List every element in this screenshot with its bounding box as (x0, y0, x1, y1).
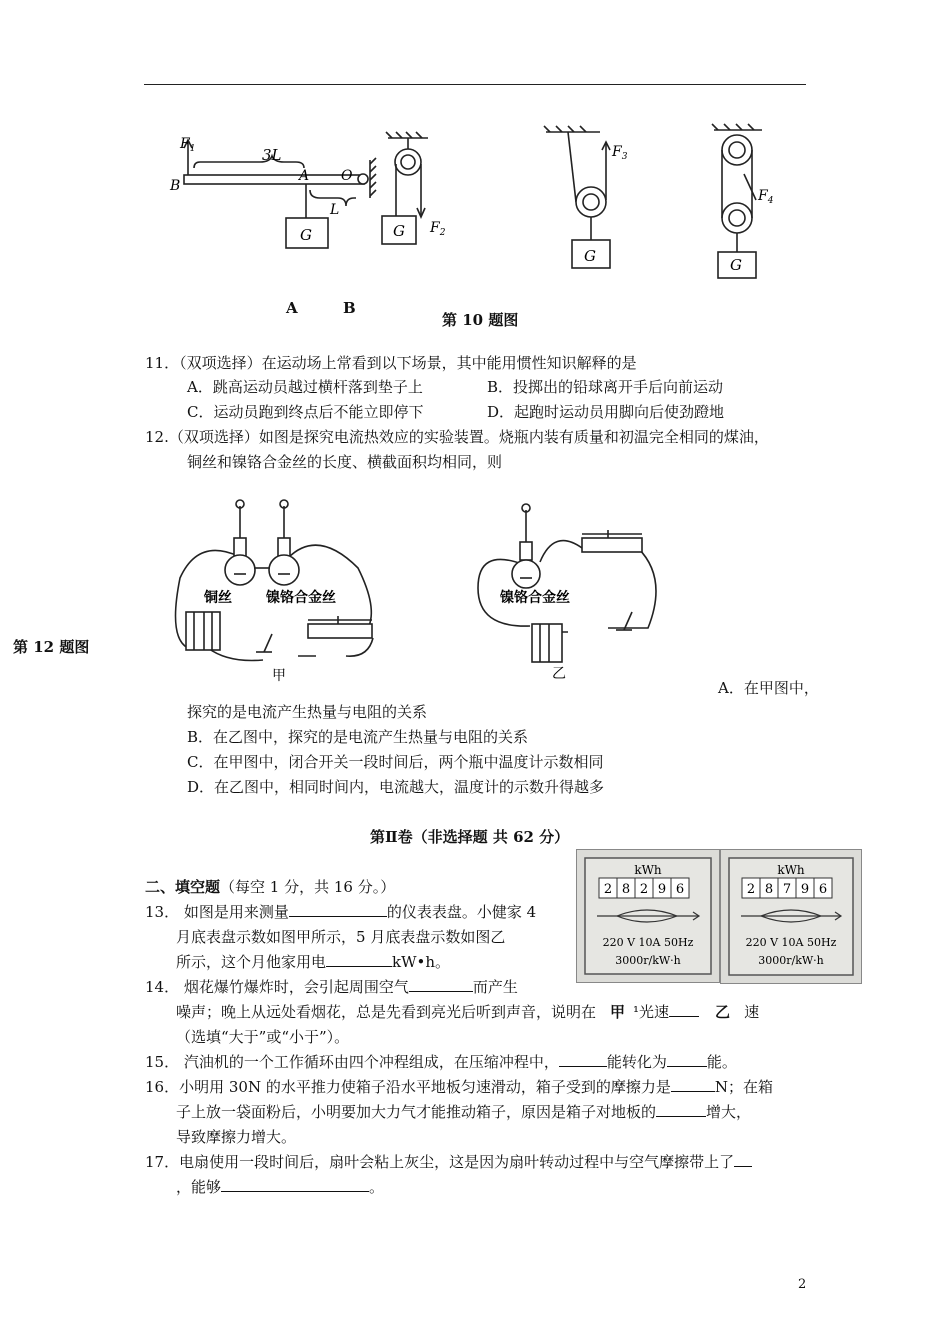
meter-yi-rev: 3000r/kW·h (758, 954, 824, 967)
q14-blank-compare[interactable] (669, 1002, 699, 1017)
meter-yi-spec: 220 V 10A 50Hz (745, 936, 837, 949)
q11-option-b: B．投掷出的铅球离开手后向前运动 (487, 378, 724, 396)
q13-blank-instrument[interactable] (289, 902, 387, 917)
svg-text:F4 (757, 188, 774, 206)
q13-blank-energy[interactable] (326, 952, 392, 967)
meter-yi (720, 849, 862, 984)
svg-text:F1 (179, 136, 195, 154)
q11-option-d: D．起跑时运动员用脚向后使劲蹬地 (487, 403, 725, 421)
q13-line1-a: 13． 如图是用来测量 (145, 903, 289, 921)
q16-blank-friction[interactable] (671, 1077, 715, 1092)
q15-part-a: 15． 汽油机的一个工作循环由四个冲程组成，在压缩冲程中， (145, 1053, 559, 1071)
fig10-option-a: A (286, 299, 298, 317)
meter-jia-spec: 220 V 10A 50Hz (602, 936, 694, 949)
q12-option-a-part2: 探究的是电流产生热量与电阻的关系 (187, 703, 428, 721)
q16-blank-pressure[interactable] (656, 1102, 706, 1117)
fig10-label-f3-sub: 3 (621, 152, 628, 162)
meter-yi-unit: kWh (777, 863, 805, 877)
q13-line3-b: kW•h。 (392, 953, 451, 971)
q14-line1-a: 14． 烟花爆竹爆炸时，会引起周围空气 (145, 978, 409, 996)
fig10-label-f2: F (430, 220, 440, 236)
q17-line1: 17．电扇使用一段时间后，扇叶会粘上灰尘，这是因为扇叶转动过程中与空气摩擦带上了 (145, 1153, 735, 1171)
header-rule (144, 84, 806, 85)
q13-line3-a: 所示，这个月他家用电 (176, 953, 327, 971)
meter-jia-digit-5: 6 (675, 882, 685, 897)
fig10-label-3l: 3L (262, 146, 282, 164)
meter-jia-digit-4: 9 (657, 882, 667, 897)
fill-section-title: 二、填空题 (145, 878, 221, 896)
fig10-label-b: B (170, 178, 181, 194)
fig10-caption: 第 10 题图 (442, 311, 519, 329)
q14-blank-vibration[interactable] (409, 977, 473, 992)
fig10-label-l: L (330, 202, 340, 218)
q17-blank-attract[interactable] (221, 1177, 369, 1192)
q16-line2-a: 子上放一袋面粉后，小明要加大力气才能推动箱子，原因是箱子对地板的 (176, 1103, 657, 1121)
q12-option-b: B．在乙图中，探究的是电流产生热量与电阻的关系 (187, 728, 529, 746)
q16-line1-a: 16．小明用 30N 的水平推力使箱子沿水平地板匀速滑动，箱子受到的摩擦力是 (145, 1078, 671, 1096)
q16-line2-b: 增大， (706, 1103, 752, 1121)
q14-jia: 甲 (610, 1003, 626, 1021)
q13-line2: 月底表盘示数如图甲所示，5 月底表盘示数如图乙 (176, 928, 506, 946)
fill-section-note: （每空 1 分，共 16 分。） (220, 878, 396, 896)
fig10-option-b: B (343, 299, 356, 317)
fig10-label-f2-sub: 2 (439, 228, 446, 238)
q14-line1-b: 而产生 (472, 978, 518, 996)
meter-jia-digit-3: 2 (639, 882, 649, 897)
q13-line1-b: 的仪表表盘。小健家 4 (386, 903, 537, 921)
fig10-weight-c: G (584, 247, 596, 265)
q15-blank-to[interactable] (667, 1052, 707, 1067)
fig10-weight-a: G (300, 226, 312, 244)
q12-stem-line1: 12.（双项选择）如图是探究电流热效应的实验装置。烧瓶内装有质量和初温完全相同的煤油， (145, 428, 769, 446)
q15-part-c: 能。 (706, 1053, 737, 1071)
svg-text:F2 (429, 220, 446, 238)
q14-line2-c: 速 (744, 1003, 760, 1021)
page-number: 2 (798, 1277, 807, 1292)
meter-jia (576, 849, 720, 983)
meter-yi-digit-1: 2 (746, 882, 756, 897)
meter-jia-rev: 3000r/kW·h (615, 954, 681, 967)
fig10-label-f3: F (612, 144, 622, 160)
fig10-label-a: A (299, 168, 310, 184)
meter-jia-digit-2: 8 (621, 882, 631, 897)
meter-yi-digit-2: 8 (764, 882, 774, 897)
meter-jia-digit-1: 2 (603, 882, 613, 897)
q12-stem-line2: 铜丝和镍铬合金丝的长度、横截面积均相同，则 (187, 453, 503, 471)
fig10-weight-d: G (730, 256, 742, 274)
meter-yi-digit-4: 9 (800, 882, 810, 897)
fig10-label-f4-sub: 4 (767, 196, 774, 206)
fig10-label-f4: F (758, 188, 768, 204)
q17-line2-a: ，能够 (176, 1178, 222, 1196)
meter-jia-unit: kWh (634, 863, 662, 877)
fig10-label-o: O (341, 168, 353, 184)
q14-yi: 乙 (715, 1003, 731, 1021)
q16-line1-b: N；在箱 (714, 1078, 773, 1096)
fig12-label-yi: 乙 (552, 666, 566, 682)
q11-stem: 11．（双项选择）在运动场上常看到以下场景，其中能用惯性知识解释的是 (145, 354, 637, 372)
fig12-label-nichrome: 镍铬合金丝 (266, 590, 336, 606)
q12-option-d: D．在乙图中，相同时间内，电流越大，温度计的示数升得越多 (187, 778, 605, 796)
q17-line2-b: 。 (369, 1178, 385, 1196)
fig10-label-f1: F (180, 136, 190, 152)
q11-option-a: A．跳高运动员越过横杆落到垫子上 (187, 378, 423, 396)
fig12-diagram (168, 488, 688, 684)
q14-line2-b: ¹光速 (633, 1003, 670, 1021)
q17-blank-charge[interactable] (734, 1152, 752, 1167)
fig12-label-jia: 甲 (272, 668, 286, 684)
fig10-label-f1-sub: 1 (189, 144, 196, 154)
q15-part-b: 能转化为 (606, 1053, 667, 1071)
meter-yi-digit-3: 7 (782, 882, 792, 897)
q11-option-c: C．运动员跑到终点后不能立即停下 (187, 403, 424, 421)
q12-option-c: C．在甲图中，闭合开关一段时间后，两个瓶中温度计示数相同 (187, 753, 604, 771)
meter-yi-digit-5: 6 (818, 882, 828, 897)
q14-line2-a: 噪声；晚上从远处看烟花，总是先看到亮光后听到声音，说明在 (176, 1003, 597, 1021)
q15-blank-from[interactable] (559, 1052, 607, 1067)
fig12-caption: 第 12 题图 (13, 638, 90, 656)
section2-title: 第Ⅱ卷（非选择题 共 62 分） (370, 828, 570, 846)
fig12-label-copper: 铜丝 (204, 590, 232, 606)
q12-option-a-part1: A．在甲图中， (718, 679, 819, 697)
q16-line3: 导致摩擦力增大。 (176, 1128, 297, 1146)
fig10-weight-b: G (393, 222, 405, 240)
fig12-label-nichrome2: 镍铬合金丝 (500, 590, 570, 606)
fig10-diagram (160, 120, 800, 285)
q14-line3: （选填“大于”或“小于”）。 (176, 1028, 350, 1046)
svg-text:F3 (611, 144, 628, 162)
